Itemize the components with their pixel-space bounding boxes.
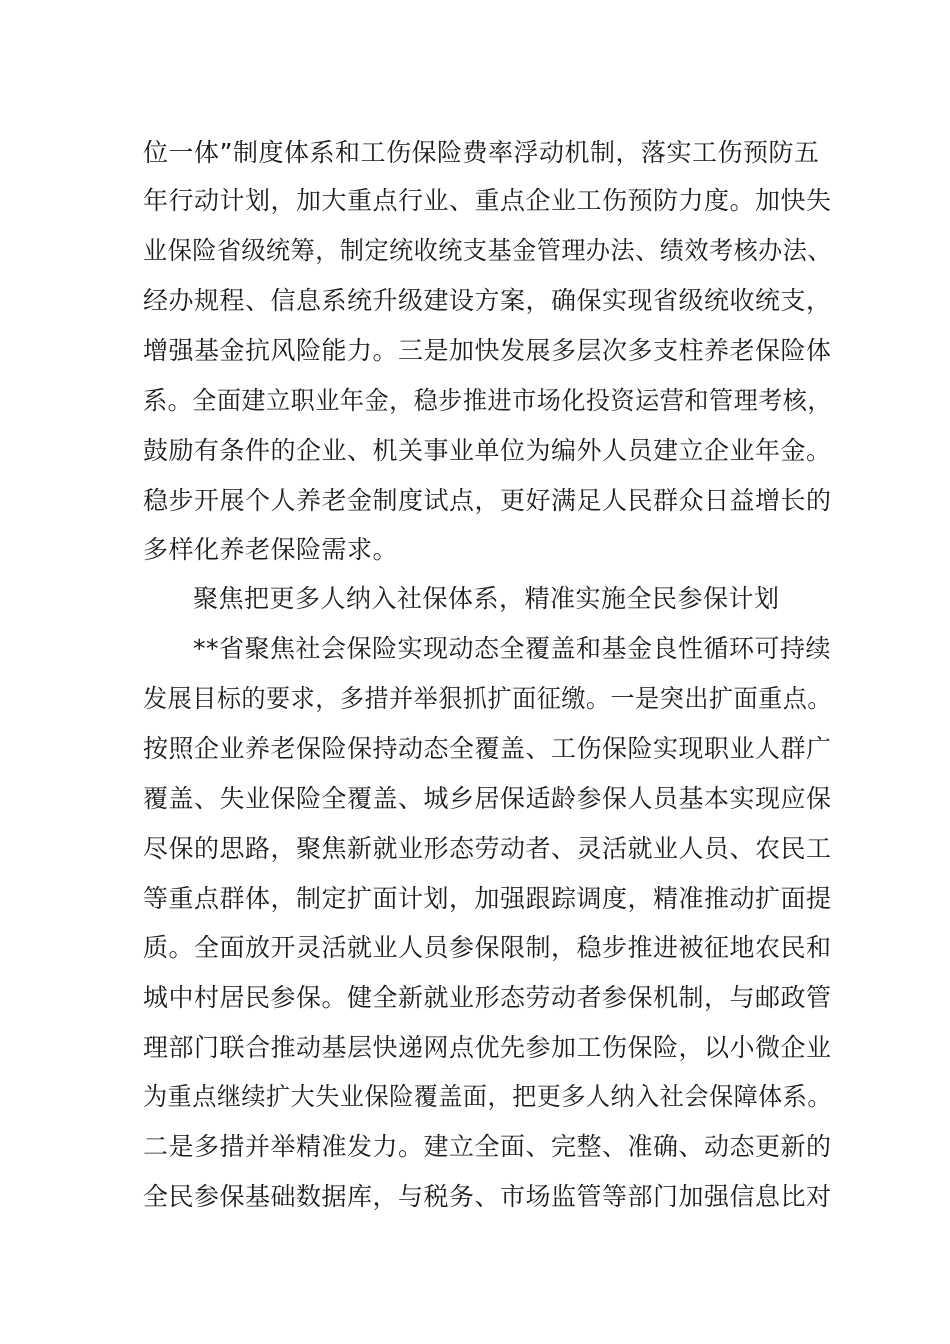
text-line-14: 覆盖、失业保险全覆盖、城乡居保适龄参保人员基本实现应保 (143, 784, 832, 813)
text-line-15: 尽保的思路，聚焦新就业形态劳动者、灵活就业人员、农民工 (143, 834, 832, 863)
text-line-16: 等重点群体，制定扩面计划，加强跟踪调度，精准推动扩面提 (143, 884, 832, 913)
text-line-4: 经办规程、信息系统升级建设方案，确保实现省级统收统支， (143, 286, 832, 315)
text-line-19: 理部门联合推动基层快递网点优先参加工伤保险，以小微企业 (143, 1033, 832, 1062)
text-line-9: 多样化养老保险需求。 (143, 535, 399, 564)
text-line-17: 质。全面放开灵活就业人员参保限制，稳步推进被征地农民和 (143, 933, 832, 962)
text-line-7: 鼓励有条件的企业、机关事业单位为编外人员建立企业年金。 (143, 436, 832, 465)
text-line-18: 城中村居民参保。健全新就业形态劳动者参保机制，与邮政管 (143, 983, 832, 1012)
paragraph-start-line: **省聚焦社会保险实现动态全覆盖和基金良性循环可持续 (193, 634, 832, 663)
text-line-1: 位一体”制度体系和工伤保险费率浮动机制，落实工伤预防五 (143, 138, 820, 167)
text-line-22: 全民参保基础数据库，与税务、市场监管等部门加强信息比对 (143, 1182, 832, 1211)
section-heading: 聚焦把更多人纳入社保体系，精准实施全民参保计划 (193, 584, 780, 613)
text-line-13: 按照企业养老保险保持动态全覆盖、工伤保险实现职业人群广 (143, 734, 832, 763)
text-line-12: 发展目标的要求，多措并举狠抓扩面征缴。一是突出扩面重点。 (143, 684, 833, 713)
text-line-8: 稳步开展个人养老金制度试点，更好满足人民群众日益增长的 (143, 486, 832, 515)
text-line-3: 业保险省级统筹，制定统收统支基金管理办法、绩效考核办法、 (143, 236, 833, 265)
text-line-20: 为重点继续扩大失业保险覆盖面，把更多人纳入社会保障体系。 (143, 1082, 833, 1111)
text-line-5: 增强基金抗风险能力。三是加快发展多层次多支柱养老保险体 (143, 336, 832, 365)
text-line-6: 系。全面建立职业年金，稳步推进市场化投资运营和管理考核， (143, 386, 833, 415)
text-line-2: 年行动计划，加大重点行业、重点企业工伤预防力度。加快失 (143, 186, 832, 215)
text-line-21: 二是多措并举精准发力。建立全面、完整、准确、动态更新的 (143, 1132, 832, 1161)
